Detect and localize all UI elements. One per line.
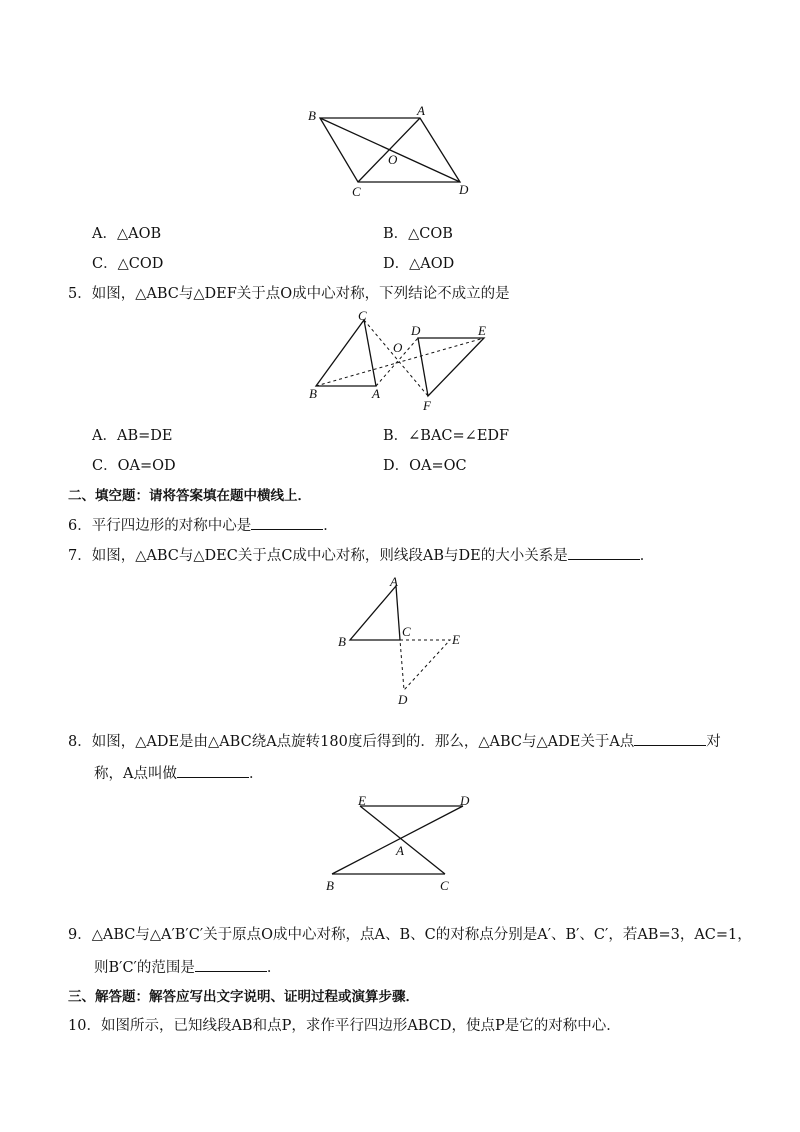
q6-answer-blank[interactable] [251,515,323,530]
fig4-label-d: D [460,793,470,808]
q9-line2-end: ． [266,960,282,976]
q9-line1: 9．△ABC与△A′B′C′关于原点O成中心对称，点A、B、C的对称点分别是A′、B′、C′，若AB=3，AC=1， [68,927,752,943]
q6-text [68,515,338,536]
fig2-label-a: A [372,386,380,401]
fig2-label-d: D [411,323,421,338]
fig2-label-c: C [358,308,367,323]
q8-line2 [94,763,263,784]
fig1-label-b: B [308,108,316,123]
symmetric-triangles-figure [300,308,510,418]
triangle-abc-dec-svg [330,572,470,712]
fig2-label-f: F [423,398,431,413]
q7-text [68,545,654,566]
section-2-heading: 二、填空题：请将答案填在题中横线上． [68,488,311,504]
q4-option-a: A．△AOB [92,226,162,242]
fig3-label-b: B [338,634,346,649]
q5-option-b: B．∠BAC=∠EDF [383,428,510,444]
q4-option-c: C．△COD [92,256,164,272]
q4-option-b: B．△COB [383,226,453,242]
q5-option-c: C．OA=OD [92,458,176,474]
q4-option-d: D．△AOD [383,256,455,272]
q5-option-a: A．AB=DE [92,428,173,444]
fig3-label-c: C [402,624,411,639]
q8-line2-text: 称，A点叫做 [94,766,177,782]
q8-line2-end: ． [248,766,264,782]
fig1-label-o: O [388,152,398,167]
q9-line2 [94,957,281,978]
fig1-label-a: A [417,103,425,118]
q5-stem: 5．如图，△ABC与△DEF关于点O成中心对称，下列结论不成立的是 [68,286,510,302]
parallelogram-svg [300,100,480,200]
fig3-label-e: E [452,632,460,647]
q8-answer-blank-1[interactable] [634,731,706,746]
q7-answer-blank[interactable] [568,545,640,560]
q7-stem: 7．如图，△ABC与△DEC关于点C成中心对称，则线段AB与DE的大小关系是 [68,548,568,564]
q6-stem: 6．平行四边形的对称中心是 [68,518,252,534]
q9-answer-blank[interactable] [195,957,267,972]
fig4-label-b: B [326,878,334,893]
q5-option-d: D．OA=OC [383,458,467,474]
fig3-label-d: D [398,692,408,707]
q8-line1-end: 对 [706,734,721,750]
q7-end: ． [639,548,655,564]
fig1-label-d: D [459,182,469,197]
section-3-heading: 三、解答题：解答应写出文字说明、证明过程或演算步骤． [68,989,419,1005]
q10-text: 10．如图所示，已知线段AB和点P，求作平行四边形ABCD，使点P是它的对称中心． [68,1018,621,1034]
fig2-label-o: O [393,340,403,355]
symmetric-triangles-svg [300,308,510,418]
parallelogram-figure [300,100,480,200]
q8-line1 [68,731,721,752]
q8-answer-blank-2[interactable] [177,763,249,778]
fig4-label-a: A [396,843,404,858]
triangle-ade-abc-svg [320,790,490,898]
fig2-label-b: B [309,386,317,401]
fig2-label-e: E [478,323,486,338]
fig3-label-a: A [390,574,398,589]
fig4-label-c: C [440,878,449,893]
fig4-label-e: E [358,793,366,808]
fig1-label-c: C [352,184,361,199]
triangle-abc-dec-figure [330,572,470,712]
q9-line2-text: 则B′C′的范围是 [94,960,195,976]
triangle-ade-abc-figure [320,790,490,898]
q8-stem: 8．如图，△ADE是由△ABC绕A点旋转180度后得到的．那么，△ABC与△ADE关于A点 [68,734,635,750]
q6-end: ． [323,518,338,534]
